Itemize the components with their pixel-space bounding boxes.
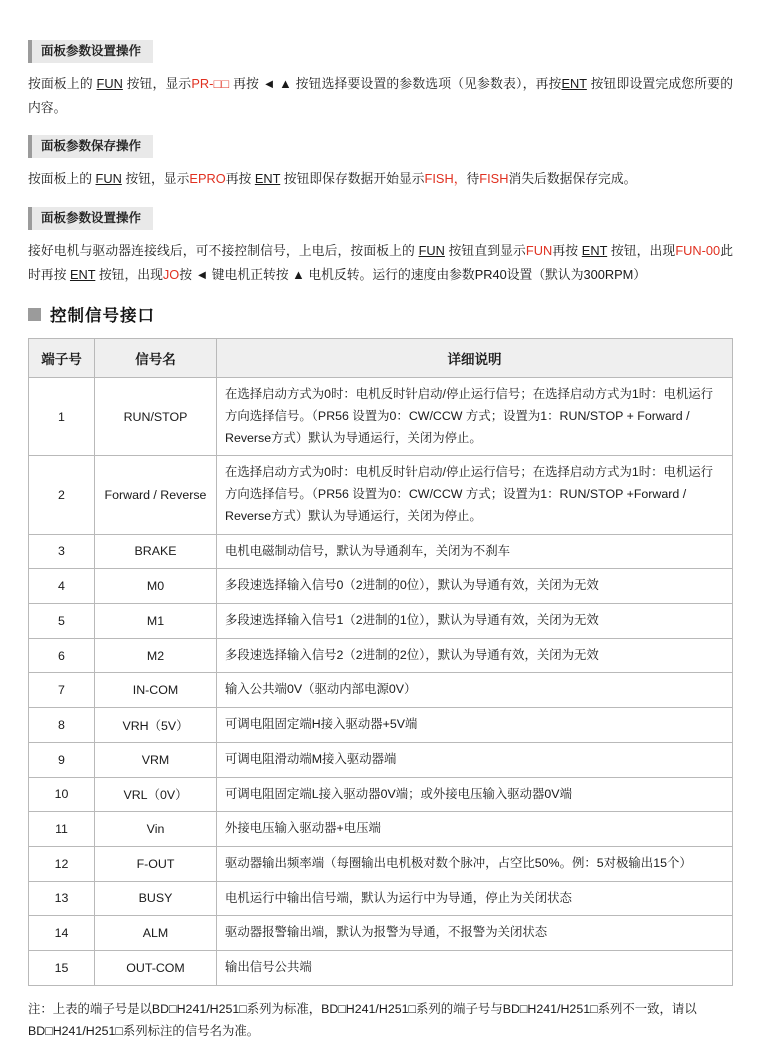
cell-signal-name: M0 [95, 569, 217, 604]
text-run: ENT [69, 266, 96, 282]
cell-signal-name: F-OUT [95, 846, 217, 881]
cell-description: 在选择启动方式为0时：电机反时针启动/停止运行信号；在选择启动方式为1时：电机运行方向选择信号。（PR56 设置为0：CW/CCW 方式；设置为1：RUN/STOP +Forward / Reverse方式）默认为导通运行，关闭为停止。 [217, 456, 733, 534]
cell-description: 在选择启动方式为0时：电机反时针启动/停止运行信号；在选择启动方式为1时：电机运行方向选择信号。（PR56 设置为0：CW/CCW 方式；设置为1：RUN/STOP + Forward / Reverse方式）默认为导通运行，关闭为停止。 [217, 378, 733, 456]
text-run: 待 [466, 171, 480, 187]
table-row [29, 638, 733, 673]
text-run: 按钮，出现 [607, 243, 676, 259]
cell-signal-name: VRL（0V） [95, 777, 217, 812]
text-run: 接好电机与驱动器连接线后，可不接控制信号，上电后，按面板上的 [28, 243, 419, 259]
cell-terminal-number: 7 [29, 673, 95, 708]
text-run: 按钮，出现 [95, 266, 163, 282]
cell-terminal-number: 5 [29, 603, 95, 638]
control-signal-heading-label: 控制信号接口 [50, 307, 155, 326]
text-run: FUN [95, 171, 122, 187]
cell-terminal-number: 11 [29, 812, 95, 847]
text-run: 再按 [552, 243, 582, 259]
table-row [29, 673, 733, 708]
cell-terminal-number: 15 [29, 951, 95, 986]
text-run: 按钮即保存数据开始显示 [280, 171, 425, 187]
cell-description: 电机电磁制动信号，默认为导通刹车，关闭为不刹车 [217, 534, 733, 569]
section-paragraph-1 [28, 72, 733, 119]
control-signal-table [28, 338, 733, 985]
cell-description: 多段速选择输入信号0（2进制的0位），默认为导通有效，关闭为无效 [217, 569, 733, 604]
section-paragraph-3 [28, 239, 733, 286]
cell-signal-name: IN-COM [95, 673, 217, 708]
cell-terminal-number: 2 [29, 456, 95, 534]
cell-signal-name: VRM [95, 742, 217, 777]
cell-terminal-number: 13 [29, 881, 95, 916]
cell-description: 多段速选择输入信号2（2进制的2位），默认为导通有效，关闭为无效 [217, 638, 733, 673]
cell-signal-name: M1 [95, 603, 217, 638]
cell-terminal-number: 10 [29, 777, 95, 812]
cell-terminal-number: 4 [29, 569, 95, 604]
text-run: FUN [418, 243, 445, 259]
cell-terminal-number: 9 [29, 742, 95, 777]
table-row [29, 569, 733, 604]
cell-signal-name: BRAKE [95, 534, 217, 569]
cell-description: 输入公共端0V（驱动内部电源0V） [217, 673, 733, 708]
text-run: ENT [581, 243, 608, 259]
table-row [29, 456, 733, 534]
text-run: FUN [96, 76, 123, 91]
text-run: 按面板上的 [28, 76, 97, 91]
text-run: ENT [254, 171, 281, 187]
square-bullet-icon [28, 308, 41, 321]
text-run: FISH [479, 171, 509, 187]
cell-terminal-number: 8 [29, 708, 95, 743]
cell-description: 多段速选择输入信号1（2进制的1位），默认为导通有效，关闭为无效 [217, 603, 733, 638]
table-row [29, 378, 733, 456]
cell-description: 电机运行中输出信号端，默认为运行中为导通，停止为关闭状态 [217, 881, 733, 916]
text-run: 再按 ◄ ▲ 按钮选择要设置的参数选项（见参数表），再按 [229, 76, 562, 91]
text-run: 按钮，显示 [122, 76, 192, 91]
table-row [29, 846, 733, 881]
cell-signal-name: BUSY [95, 881, 217, 916]
section-tag-1: 面板参数设置操作 [28, 40, 153, 63]
cell-terminal-number: 14 [29, 916, 95, 951]
control-signal-heading [28, 302, 733, 326]
table-header-description: 详细说明 [217, 339, 733, 378]
cell-terminal-number: 6 [29, 638, 95, 673]
text-run: ENT [561, 76, 587, 91]
text-run: PR-□□ [191, 76, 230, 91]
text-run: 再按 [225, 171, 255, 187]
cell-terminal-number: 3 [29, 534, 95, 569]
cell-terminal-number: 12 [29, 846, 95, 881]
cell-description: 输出信号公共端 [217, 951, 733, 986]
cell-signal-name: M2 [95, 638, 217, 673]
cell-signal-name: VRH（5V） [95, 708, 217, 743]
table-row [29, 534, 733, 569]
table-row [29, 742, 733, 777]
table-header-terminal: 端子号 [29, 339, 95, 378]
text-run: 按 ◄ 键电机正转按 ▲ 电机反转。运行的速度由参数PR40设置（默认为300RPM） [179, 266, 647, 282]
text-run: FISH， [424, 171, 467, 187]
text-run: 按钮即设置完成您所要的内容。 [28, 76, 733, 115]
cell-signal-name: Forward / Reverse [95, 456, 217, 534]
section-tag-2: 面板参数保存操作 [28, 135, 153, 158]
cell-description: 外接电压输入驱动器+电压端 [217, 812, 733, 847]
table-row [29, 916, 733, 951]
table-row [29, 812, 733, 847]
text-run: JO [162, 266, 180, 282]
text-run: 按面板上的 [28, 171, 96, 187]
section-paragraph-2 [28, 167, 733, 191]
table-note: 注：上表的端子号是以BD□H241/H251□系列为标准，BD□H241/H251□系列的端子号与BD□H241/H251□系列不一致，请以BD□H241/H251□系列标注的信号名为准。 [28, 1001, 697, 1039]
text-run: EPRO [189, 171, 226, 187]
section-tag-3: 面板参数设置操作 [28, 207, 153, 230]
text-run: 消失后数据保存完成。 [508, 171, 637, 187]
cell-terminal-number: 1 [29, 378, 95, 456]
text-run: FUN [525, 243, 553, 259]
table-header-signal-name: 信号名 [95, 339, 217, 378]
table-header-row [29, 339, 733, 378]
table-body [29, 378, 733, 985]
cell-signal-name: OUT-COM [95, 951, 217, 986]
cell-description: 驱动器报警输出端，默认为报警为导通，不报警为关闭状态 [217, 916, 733, 951]
cell-signal-name: RUN/STOP [95, 378, 217, 456]
text-run: 此时再按 [28, 243, 734, 282]
text-run: 按钮直到显示 [444, 243, 526, 259]
cell-description: 驱动器输出频率端（每圈输出电机极对数个脉冲，占空比50%。例：5对极输出15个） [217, 846, 733, 881]
table-row [29, 881, 733, 916]
table-row [29, 708, 733, 743]
cell-description: 可调电阻固定端H接入驱动器+5V端 [217, 708, 733, 743]
table-row [29, 603, 733, 638]
text-run: FUN-00 [675, 243, 721, 259]
cell-description: 可调电阻滑动端M接入驱动器端 [217, 742, 733, 777]
text-run: 按钮，显示 [121, 171, 190, 187]
table-row [29, 951, 733, 986]
cell-signal-name: Vin [95, 812, 217, 847]
table-row [29, 777, 733, 812]
cell-signal-name: ALM [95, 916, 217, 951]
cell-description: 可调电阻固定端L接入驱动器0V端；或外接电压输入驱动器0V端 [217, 777, 733, 812]
